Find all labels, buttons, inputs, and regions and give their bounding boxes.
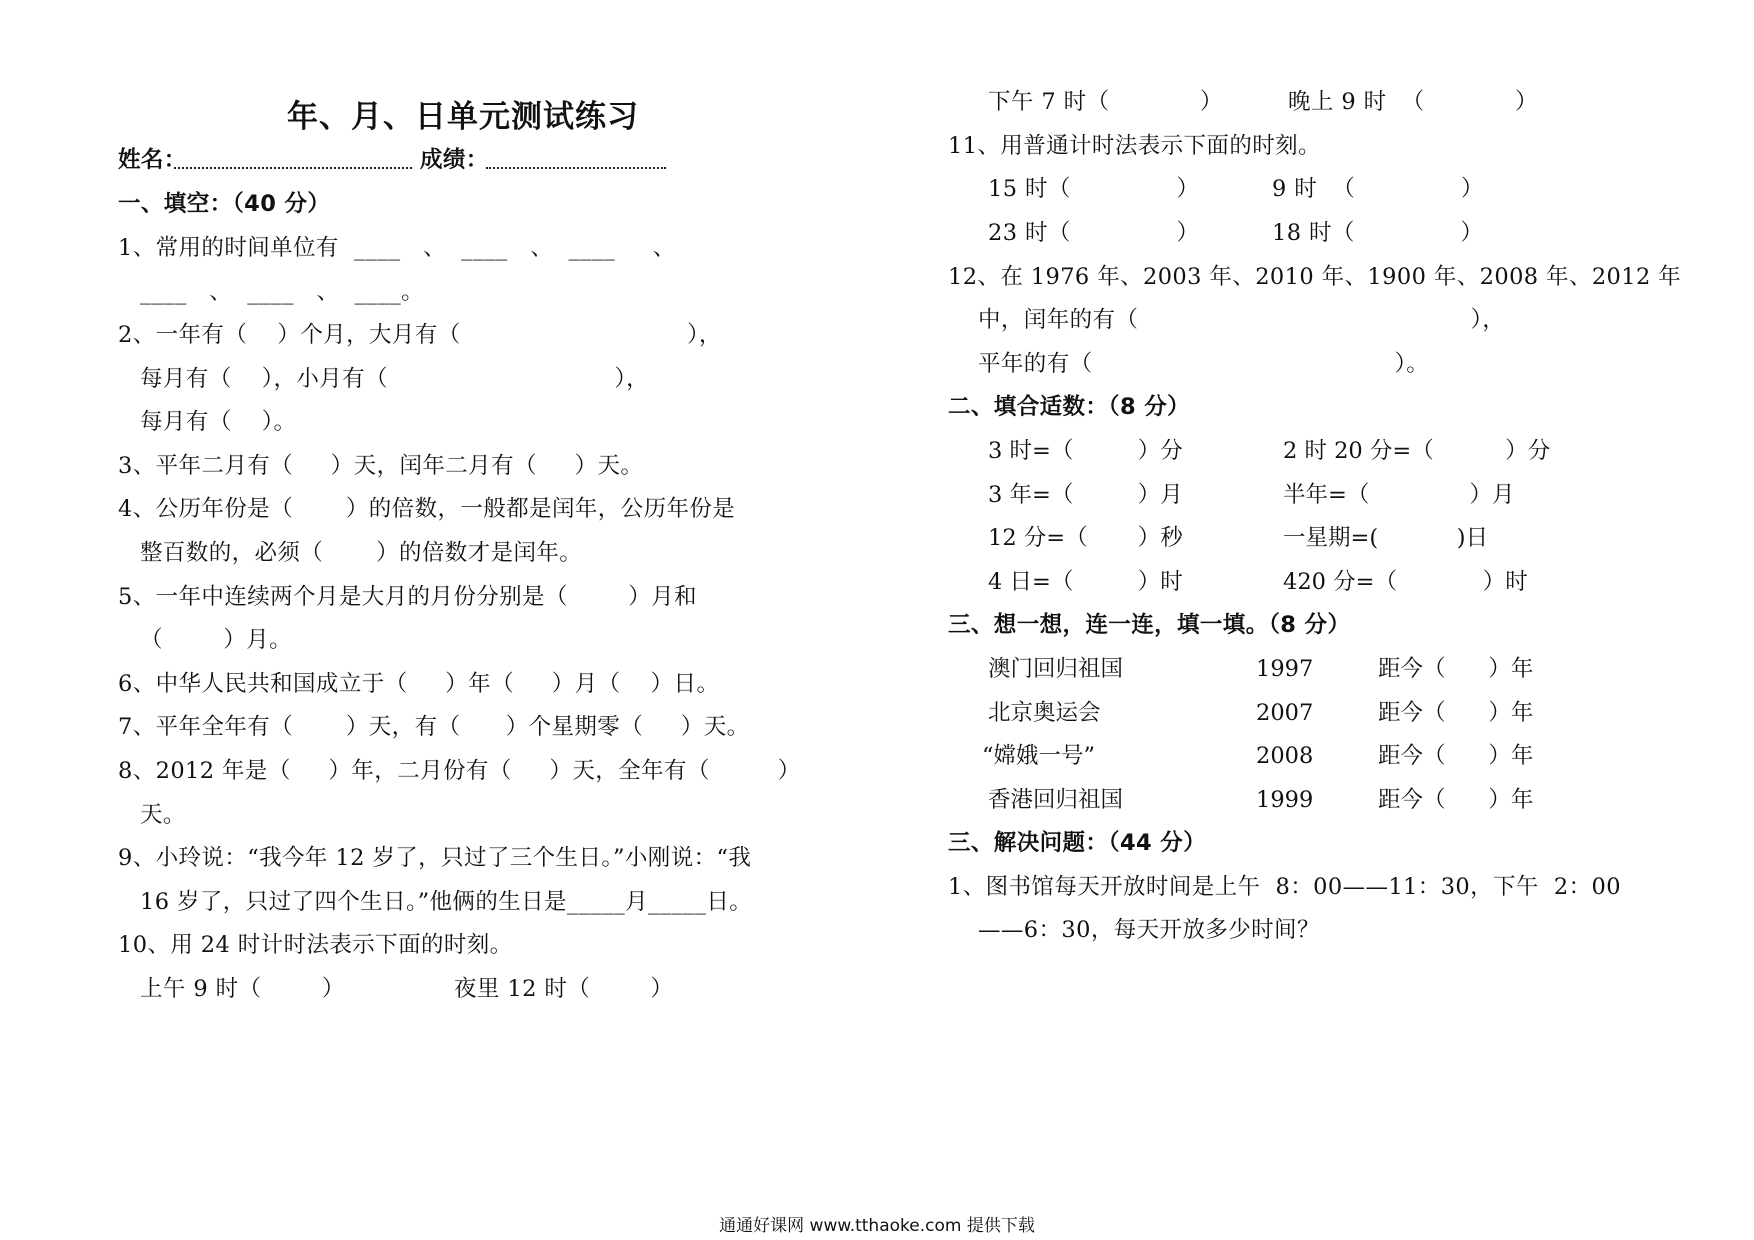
question-8-line-2: 天。 xyxy=(140,802,186,828)
match-year: 2008 xyxy=(1256,743,1314,769)
question-9-line-2: 16 岁了，只过了四个生日。”他俩的生日是_____月_____日。 xyxy=(140,889,753,915)
question-10-item-a: 上午 9 时（ ） xyxy=(140,976,345,1002)
section-problems-heading: 三、解决问题：（44 分） xyxy=(948,830,1207,856)
match-year: 1997 xyxy=(1256,656,1314,682)
match-gap: 距今（ ）年 xyxy=(1378,787,1534,813)
name-label: 姓名： xyxy=(118,147,187,173)
question-5-line-2: （ ）月。 xyxy=(140,627,293,653)
question-12-line-2: 中，闰年的有（ ）， xyxy=(978,307,1506,333)
question-12-line-1: 12、在 1976 年、2003 年、2010 年、1900 年、2008 年、2012 年 xyxy=(948,264,1682,290)
question-1-line-2: ____ 、 ____ 、 ____。 xyxy=(140,279,425,305)
conversion-item: 3 时=（ ）分 xyxy=(988,438,1183,464)
question-10-item-b: 夜里 12 时（ ） xyxy=(454,976,674,1002)
problem-1-line-2: ——6：30，每天开放多少时间？ xyxy=(978,917,1320,943)
match-event: 北京奥运会 xyxy=(988,700,1101,726)
question-11-item-d: 18 时（ ） xyxy=(1272,220,1484,246)
question-3: 3、平年二月有（ ）天，闰年二月有（ ）天。 xyxy=(118,453,644,479)
match-event: 澳门回归祖国 xyxy=(988,656,1124,682)
question-11-item-b: 9 时 （ ） xyxy=(1272,176,1484,202)
question-10-item-d: 晚上 9 时 （ ） xyxy=(1288,89,1539,115)
question-9-line-1: 9、小玲说：“我今年 12 岁了，只过了三个生日。”小刚说：“我 xyxy=(118,845,752,871)
question-5-line-1: 5、一年中连续两个月是大月的月份分别是（ ）月和 xyxy=(118,584,697,610)
question-4-line-1: 4、公历年份是（ ）的倍数，一般都是闰年，公历年份是 xyxy=(118,496,736,522)
match-year: 2007 xyxy=(1256,700,1314,726)
question-8-line-1: 8、2012 年是（ ）年，二月份有（ ）天，全年有（ ） xyxy=(118,758,801,784)
question-2-line-2: 每月有（ ），小月有（ ）， xyxy=(140,366,650,392)
match-gap: 距今（ ）年 xyxy=(1378,743,1534,769)
left-column xyxy=(118,0,838,1240)
question-12-line-3: 平年的有（ ）。 xyxy=(978,351,1430,377)
question-2-line-1: 2、一年有（ ）个月，大月有（ ）， xyxy=(118,322,722,348)
question-11-item-a: 15 时（ ） xyxy=(988,176,1200,202)
match-gap: 距今（ ）年 xyxy=(1378,656,1534,682)
conversion-item: 420 分=（ ）时 xyxy=(1283,569,1528,595)
right-column xyxy=(948,0,1682,1240)
question-7: 7、平年全年有（ ）天，有（ ）个星期零（ ）天。 xyxy=(118,714,750,740)
name-blank[interactable] xyxy=(174,167,412,169)
conversion-item: 半年=（ ）月 xyxy=(1283,482,1515,508)
conversion-item: 12 分=（ ）秒 xyxy=(988,525,1183,551)
question-6: 6、中华人民共和国成立于（ ）年（ ）月（ ）日。 xyxy=(118,671,720,697)
section-fill-blank-heading: 一、填空：（40 分） xyxy=(118,191,331,217)
section-fill-number-heading: 二、填合适数：（8 分） xyxy=(948,394,1191,420)
section-match-heading: 三、想一想，连一连，填一填。（8 分） xyxy=(948,612,1351,638)
problem-1-line-1: 1、图书馆每天开放时间是上午 8：00——11：30，下午 2：00 xyxy=(948,874,1621,900)
question-11: 11、用普通计时法表示下面的时刻。 xyxy=(948,133,1321,159)
page-title: 年、月、日单元测试练习 xyxy=(287,99,639,135)
question-2-line-3: 每月有（ ）。 xyxy=(140,409,297,435)
question-10: 10、用 24 时计时法表示下面的时刻。 xyxy=(118,932,513,958)
conversion-item: 4 日=（ ）时 xyxy=(988,569,1183,595)
question-1-line-1: 1、常用的时间单位有 ____ 、 ____ 、 ____ 、 xyxy=(118,235,676,261)
conversion-item: 3 年=（ ）月 xyxy=(988,482,1183,508)
conversion-item: 一星期=( )日 xyxy=(1283,525,1489,551)
match-gap: 距今（ ）年 xyxy=(1378,700,1534,726)
conversion-item: 2 时 20 分=（ ）分 xyxy=(1283,438,1551,464)
match-event: “嫦娥一号” xyxy=(982,743,1096,769)
footer-credit: 通通好课网 www.tthaoke.com 提供下载 xyxy=(719,1216,1035,1236)
match-event: 香港回归祖国 xyxy=(988,787,1124,813)
score-label: 成绩： xyxy=(420,147,489,173)
question-11-item-c: 23 时（ ） xyxy=(988,220,1200,246)
score-blank[interactable] xyxy=(486,167,666,169)
match-year: 1999 xyxy=(1256,787,1314,813)
question-10-item-c: 下午 7 时（ ） xyxy=(988,89,1223,115)
question-4-line-2: 整百数的，必须（ ）的倍数才是闰年。 xyxy=(140,540,583,566)
